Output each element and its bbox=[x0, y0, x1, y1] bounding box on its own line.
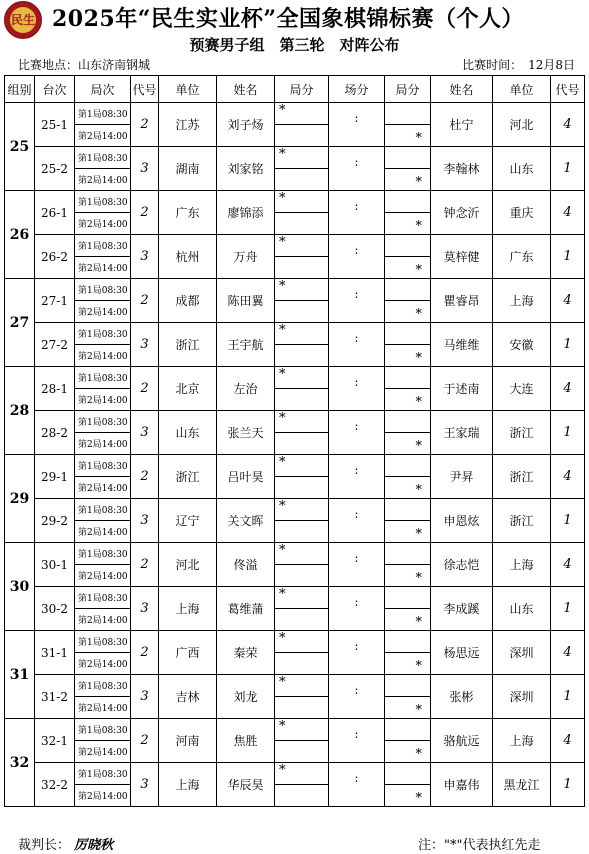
game-score-right bbox=[385, 235, 431, 257]
unit-left: 江苏 bbox=[159, 103, 217, 147]
table-row bbox=[5, 631, 585, 653]
session-time: 第2局14:00 bbox=[75, 213, 131, 235]
game-score-right: * bbox=[385, 257, 431, 279]
game-score-left bbox=[275, 257, 329, 279]
unit-right: 深圳 bbox=[493, 675, 551, 719]
header bbox=[0, 0, 589, 72]
match-score: : bbox=[329, 499, 385, 521]
code-left: 2 bbox=[131, 103, 159, 147]
col-header-game-score-left: 局分 bbox=[275, 76, 329, 103]
session-time: 第2局14:00 bbox=[75, 125, 131, 147]
name-left: 佟溢 bbox=[217, 543, 275, 587]
col-header-group: 组别 bbox=[5, 76, 35, 103]
unit-left: 杭州 bbox=[159, 235, 217, 279]
code-left: 2 bbox=[131, 631, 159, 675]
match-score: : bbox=[329, 147, 385, 169]
code-right: 1 bbox=[551, 675, 585, 719]
board-number: 27-2 bbox=[35, 323, 75, 367]
session-time: 第1局08:30 bbox=[75, 719, 131, 741]
game-score-right bbox=[385, 587, 431, 609]
match-score: : bbox=[329, 279, 385, 301]
game-score-left: * bbox=[275, 235, 329, 257]
match-score: : bbox=[329, 631, 385, 653]
match-score bbox=[329, 697, 385, 719]
col-header-name-left: 姓名 bbox=[217, 76, 275, 103]
session-time: 第2局14:00 bbox=[75, 389, 131, 411]
session-time: 第1局08:30 bbox=[75, 411, 131, 433]
match-score bbox=[329, 653, 385, 675]
session-time: 第1局08:30 bbox=[75, 455, 131, 477]
game-score-left bbox=[275, 741, 329, 763]
name-right: 张彬 bbox=[431, 675, 493, 719]
game-score-left: * bbox=[275, 147, 329, 169]
unit-left: 浙江 bbox=[159, 455, 217, 499]
match-score bbox=[329, 301, 385, 323]
unit-right: 山东 bbox=[493, 147, 551, 191]
board-number: 30-1 bbox=[35, 543, 75, 587]
code-right: 1 bbox=[551, 323, 585, 367]
match-score: : bbox=[329, 235, 385, 257]
unit-right: 深圳 bbox=[493, 631, 551, 675]
match-score: : bbox=[329, 323, 385, 345]
name-right: 杜宁 bbox=[431, 103, 493, 147]
match-score bbox=[329, 169, 385, 191]
game-score-right bbox=[385, 367, 431, 389]
game-score-left bbox=[275, 389, 329, 411]
session-time: 第2局14:00 bbox=[75, 433, 131, 455]
name-right: 钟念沂 bbox=[431, 191, 493, 235]
note-line: 注："*"代表执红先走 bbox=[418, 838, 541, 853]
match-score: : bbox=[329, 411, 385, 433]
code-left: 3 bbox=[131, 675, 159, 719]
session-time: 第1局08:30 bbox=[75, 103, 131, 125]
session-time: 第1局08:30 bbox=[75, 587, 131, 609]
name-right: 王家瑞 bbox=[431, 411, 493, 455]
code-right: 4 bbox=[551, 631, 585, 675]
game-score-right bbox=[385, 147, 431, 169]
match-score bbox=[329, 257, 385, 279]
unit-left: 山东 bbox=[159, 411, 217, 455]
code-left: 3 bbox=[131, 763, 159, 807]
session-time: 第1局08:30 bbox=[75, 367, 131, 389]
name-left: 陈田翼 bbox=[217, 279, 275, 323]
game-score-left: * bbox=[275, 455, 329, 477]
page-title: 2025年“民生实业杯”全国象棋锦标赛（个人） bbox=[52, 6, 525, 32]
group-number: 26 bbox=[5, 191, 35, 279]
match-score: : bbox=[329, 587, 385, 609]
session-time: 第1局08:30 bbox=[75, 279, 131, 301]
game-score-left bbox=[275, 521, 329, 543]
group-number: 28 bbox=[5, 367, 35, 455]
unit-right: 河北 bbox=[493, 103, 551, 147]
match-score bbox=[329, 433, 385, 455]
game-score-right: * bbox=[385, 741, 431, 763]
logo-emblem bbox=[10, 7, 36, 33]
name-left: 万舟 bbox=[217, 235, 275, 279]
unit-left: 吉林 bbox=[159, 675, 217, 719]
game-score-left bbox=[275, 653, 329, 675]
col-header-name-right: 姓名 bbox=[431, 76, 493, 103]
code-right: 1 bbox=[551, 235, 585, 279]
unit-left: 北京 bbox=[159, 367, 217, 411]
unit-right: 上海 bbox=[493, 279, 551, 323]
group-number: 25 bbox=[5, 103, 35, 191]
table-row bbox=[5, 499, 585, 521]
unit-right: 浙江 bbox=[493, 455, 551, 499]
game-score-left bbox=[275, 213, 329, 235]
code-right: 1 bbox=[551, 587, 585, 631]
group-number: 32 bbox=[5, 719, 35, 807]
referee-line bbox=[18, 834, 113, 853]
game-score-left: * bbox=[275, 323, 329, 345]
table-body bbox=[5, 103, 585, 807]
board-number: 26-1 bbox=[35, 191, 75, 235]
session-time: 第1局08:30 bbox=[75, 147, 131, 169]
game-score-left: * bbox=[275, 763, 329, 785]
name-right: 莫梓健 bbox=[431, 235, 493, 279]
game-score-left bbox=[275, 609, 329, 631]
unit-right: 重庆 bbox=[493, 191, 551, 235]
game-score-right: * bbox=[385, 433, 431, 455]
group-number: 31 bbox=[5, 631, 35, 719]
name-right: 骆航远 bbox=[431, 719, 493, 763]
table-row bbox=[5, 719, 585, 741]
game-score-right: * bbox=[385, 345, 431, 367]
game-score-right bbox=[385, 279, 431, 301]
name-left: 刘龙 bbox=[217, 675, 275, 719]
table-row bbox=[5, 587, 585, 609]
game-score-right bbox=[385, 675, 431, 697]
code-left: 2 bbox=[131, 367, 159, 411]
unit-right: 上海 bbox=[493, 543, 551, 587]
unit-left: 上海 bbox=[159, 587, 217, 631]
match-score: : bbox=[329, 103, 385, 125]
page-subtitle: 预赛男子组 第三轮 对阵公布 bbox=[189, 36, 400, 54]
game-score-left bbox=[275, 433, 329, 455]
match-score bbox=[329, 389, 385, 411]
code-right: 4 bbox=[551, 367, 585, 411]
board-number: 31-2 bbox=[35, 675, 75, 719]
game-score-right: * bbox=[385, 389, 431, 411]
game-score-right: * bbox=[385, 301, 431, 323]
table-row bbox=[5, 763, 585, 785]
code-right: 4 bbox=[551, 455, 585, 499]
unit-right: 黑龙江 bbox=[493, 763, 551, 807]
game-score-right bbox=[385, 411, 431, 433]
col-header-code-right: 代号 bbox=[551, 76, 585, 103]
game-score-right bbox=[385, 543, 431, 565]
game-score-right: * bbox=[385, 565, 431, 587]
board-number: 28-2 bbox=[35, 411, 75, 455]
game-score-left bbox=[275, 345, 329, 367]
game-score-right: * bbox=[385, 477, 431, 499]
name-right: 杨思远 bbox=[431, 631, 493, 675]
name-right: 申恩炫 bbox=[431, 499, 493, 543]
game-score-right: * bbox=[385, 213, 431, 235]
unit-right: 浙江 bbox=[493, 411, 551, 455]
board-number: 32-1 bbox=[35, 719, 75, 763]
match-score bbox=[329, 125, 385, 147]
name-right: 徐志恺 bbox=[431, 543, 493, 587]
unit-left: 河南 bbox=[159, 719, 217, 763]
name-left: 焦胜 bbox=[217, 719, 275, 763]
session-time: 第2局14:00 bbox=[75, 785, 131, 807]
game-score-right bbox=[385, 323, 431, 345]
match-score bbox=[329, 213, 385, 235]
session-time: 第2局14:00 bbox=[75, 521, 131, 543]
date-info: 比赛时间： 12月8日 bbox=[462, 58, 575, 72]
name-left: 廖锦添 bbox=[217, 191, 275, 235]
name-left: 葛维蒲 bbox=[217, 587, 275, 631]
name-left: 左治 bbox=[217, 367, 275, 411]
session-time: 第2局14:00 bbox=[75, 477, 131, 499]
group-number: 30 bbox=[5, 543, 35, 631]
board-number: 27-1 bbox=[35, 279, 75, 323]
unit-left: 上海 bbox=[159, 763, 217, 807]
board-number: 25-2 bbox=[35, 147, 75, 191]
session-time: 第1局08:30 bbox=[75, 235, 131, 257]
unit-right: 安徽 bbox=[493, 323, 551, 367]
unit-right: 大连 bbox=[493, 367, 551, 411]
name-left: 王宇航 bbox=[217, 323, 275, 367]
name-left: 张兰天 bbox=[217, 411, 275, 455]
code-right: 1 bbox=[551, 499, 585, 543]
code-left: 3 bbox=[131, 147, 159, 191]
match-score bbox=[329, 345, 385, 367]
code-right: 4 bbox=[551, 719, 585, 763]
match-score bbox=[329, 565, 385, 587]
session-time: 第2局14:00 bbox=[75, 169, 131, 191]
logo-text: 民生 bbox=[10, 13, 35, 27]
game-score-left: * bbox=[275, 411, 329, 433]
table-row bbox=[5, 675, 585, 697]
name-right: 瞿睿昂 bbox=[431, 279, 493, 323]
session-time: 第1局08:30 bbox=[75, 191, 131, 213]
board-number: 26-2 bbox=[35, 235, 75, 279]
table-row bbox=[5, 147, 585, 169]
code-right: 4 bbox=[551, 103, 585, 147]
unit-right: 上海 bbox=[493, 719, 551, 763]
match-score: : bbox=[329, 367, 385, 389]
code-left: 3 bbox=[131, 323, 159, 367]
table-row bbox=[5, 543, 585, 565]
name-right: 李成蹊 bbox=[431, 587, 493, 631]
code-right: 1 bbox=[551, 147, 585, 191]
session-time: 第2局14:00 bbox=[75, 301, 131, 323]
game-score-left: * bbox=[275, 103, 329, 125]
game-score-right: * bbox=[385, 609, 431, 631]
code-right: 1 bbox=[551, 763, 585, 807]
game-score-left: * bbox=[275, 499, 329, 521]
name-left: 华辰昊 bbox=[217, 763, 275, 807]
unit-left: 浙江 bbox=[159, 323, 217, 367]
name-left: 刘子炀 bbox=[217, 103, 275, 147]
code-left: 3 bbox=[131, 499, 159, 543]
match-score: : bbox=[329, 543, 385, 565]
col-header-unit-right: 单位 bbox=[493, 76, 551, 103]
col-header-session: 局次 bbox=[75, 76, 131, 103]
code-right: 1 bbox=[551, 411, 585, 455]
name-left: 刘家铭 bbox=[217, 147, 275, 191]
game-score-left bbox=[275, 697, 329, 719]
match-score bbox=[329, 609, 385, 631]
game-score-right: * bbox=[385, 697, 431, 719]
game-score-left: * bbox=[275, 279, 329, 301]
unit-left: 河北 bbox=[159, 543, 217, 587]
board-number: 30-2 bbox=[35, 587, 75, 631]
game-score-left: * bbox=[275, 191, 329, 213]
match-score: : bbox=[329, 719, 385, 741]
match-score: : bbox=[329, 455, 385, 477]
code-left: 3 bbox=[131, 411, 159, 455]
unit-right: 广东 bbox=[493, 235, 551, 279]
referee-label: 裁判长： bbox=[18, 838, 71, 853]
unit-left: 辽宁 bbox=[159, 499, 217, 543]
match-score bbox=[329, 477, 385, 499]
table-row bbox=[5, 323, 585, 345]
match-score bbox=[329, 741, 385, 763]
code-right: 4 bbox=[551, 543, 585, 587]
col-header-board: 台次 bbox=[35, 76, 75, 103]
board-number: 32-2 bbox=[35, 763, 75, 807]
code-left: 3 bbox=[131, 235, 159, 279]
game-score-right bbox=[385, 719, 431, 741]
group-number: 27 bbox=[5, 279, 35, 367]
col-header-match-score: 场分 bbox=[329, 76, 385, 103]
code-right: 4 bbox=[551, 279, 585, 323]
session-time: 第1局08:30 bbox=[75, 543, 131, 565]
unit-left: 广东 bbox=[159, 191, 217, 235]
game-score-left: * bbox=[275, 367, 329, 389]
name-left: 秦荣 bbox=[217, 631, 275, 675]
game-score-left: * bbox=[275, 587, 329, 609]
name-right: 马维维 bbox=[431, 323, 493, 367]
match-score: : bbox=[329, 763, 385, 785]
match-score: : bbox=[329, 675, 385, 697]
board-number: 29-2 bbox=[35, 499, 75, 543]
game-score-left: * bbox=[275, 543, 329, 565]
session-time: 第1局08:30 bbox=[75, 675, 131, 697]
unit-left: 湖南 bbox=[159, 147, 217, 191]
table-row bbox=[5, 103, 585, 125]
code-left: 2 bbox=[131, 455, 159, 499]
table-row bbox=[5, 235, 585, 257]
code-left: 2 bbox=[131, 279, 159, 323]
code-left: 2 bbox=[131, 543, 159, 587]
session-time: 第1局08:30 bbox=[75, 763, 131, 785]
game-score-left: * bbox=[275, 719, 329, 741]
col-header-unit-left: 单位 bbox=[159, 76, 217, 103]
referee-name: 厉晓秋 bbox=[74, 838, 114, 853]
board-number: 29-1 bbox=[35, 455, 75, 499]
session-time: 第2局14:00 bbox=[75, 609, 131, 631]
game-score-left bbox=[275, 477, 329, 499]
game-score-left bbox=[275, 565, 329, 587]
game-score-right bbox=[385, 455, 431, 477]
game-score-right: * bbox=[385, 521, 431, 543]
group-number: 29 bbox=[5, 455, 35, 543]
game-score-right bbox=[385, 631, 431, 653]
unit-left: 广西 bbox=[159, 631, 217, 675]
session-time: 第2局14:00 bbox=[75, 697, 131, 719]
game-score-left: * bbox=[275, 631, 329, 653]
game-score-left bbox=[275, 125, 329, 147]
table-row bbox=[5, 455, 585, 477]
session-time: 第2局14:00 bbox=[75, 257, 131, 279]
code-left: 2 bbox=[131, 719, 159, 763]
name-right: 尹昇 bbox=[431, 455, 493, 499]
game-score-right bbox=[385, 763, 431, 785]
unit-left: 成都 bbox=[159, 279, 217, 323]
session-time: 第2局14:00 bbox=[75, 345, 131, 367]
match-score: : bbox=[329, 191, 385, 213]
game-score-left: * bbox=[275, 675, 329, 697]
table-row bbox=[5, 191, 585, 213]
game-score-right: * bbox=[385, 785, 431, 807]
game-score-left bbox=[275, 785, 329, 807]
col-header-code-left: 代号 bbox=[131, 76, 159, 103]
game-score-right: * bbox=[385, 653, 431, 675]
game-score-right bbox=[385, 499, 431, 521]
table-row bbox=[5, 367, 585, 389]
name-right: 李翰林 bbox=[431, 147, 493, 191]
table-row bbox=[5, 279, 585, 301]
name-right: 于述南 bbox=[431, 367, 493, 411]
col-header-game-score-right: 局分 bbox=[385, 76, 431, 103]
game-score-right bbox=[385, 191, 431, 213]
table-header-row bbox=[5, 76, 585, 103]
game-score-left bbox=[275, 301, 329, 323]
session-time: 第2局14:00 bbox=[75, 565, 131, 587]
session-time: 第2局14:00 bbox=[75, 653, 131, 675]
unit-right: 山东 bbox=[493, 587, 551, 631]
unit-right: 浙江 bbox=[493, 499, 551, 543]
game-score-right: * bbox=[385, 169, 431, 191]
board-number: 25-1 bbox=[35, 103, 75, 147]
game-score-right: * bbox=[385, 125, 431, 147]
name-left: 关文晖 bbox=[217, 499, 275, 543]
name-right: 申嘉伟 bbox=[431, 763, 493, 807]
table-row bbox=[5, 411, 585, 433]
session-time: 第1局08:30 bbox=[75, 323, 131, 345]
board-number: 28-1 bbox=[35, 367, 75, 411]
code-left: 2 bbox=[131, 191, 159, 235]
match-score bbox=[329, 785, 385, 807]
session-time: 第2局14:00 bbox=[75, 741, 131, 763]
session-time: 第1局08:30 bbox=[75, 499, 131, 521]
game-score-right bbox=[385, 103, 431, 125]
pairing-table bbox=[4, 75, 585, 807]
game-score-left bbox=[275, 169, 329, 191]
code-right: 4 bbox=[551, 191, 585, 235]
session-time: 第1局08:30 bbox=[75, 631, 131, 653]
code-left: 3 bbox=[131, 587, 159, 631]
venue-info: 比赛地点：山东济南钢城 bbox=[18, 58, 151, 72]
board-number: 31-1 bbox=[35, 631, 75, 675]
match-score bbox=[329, 521, 385, 543]
name-left: 吕叶昊 bbox=[217, 455, 275, 499]
